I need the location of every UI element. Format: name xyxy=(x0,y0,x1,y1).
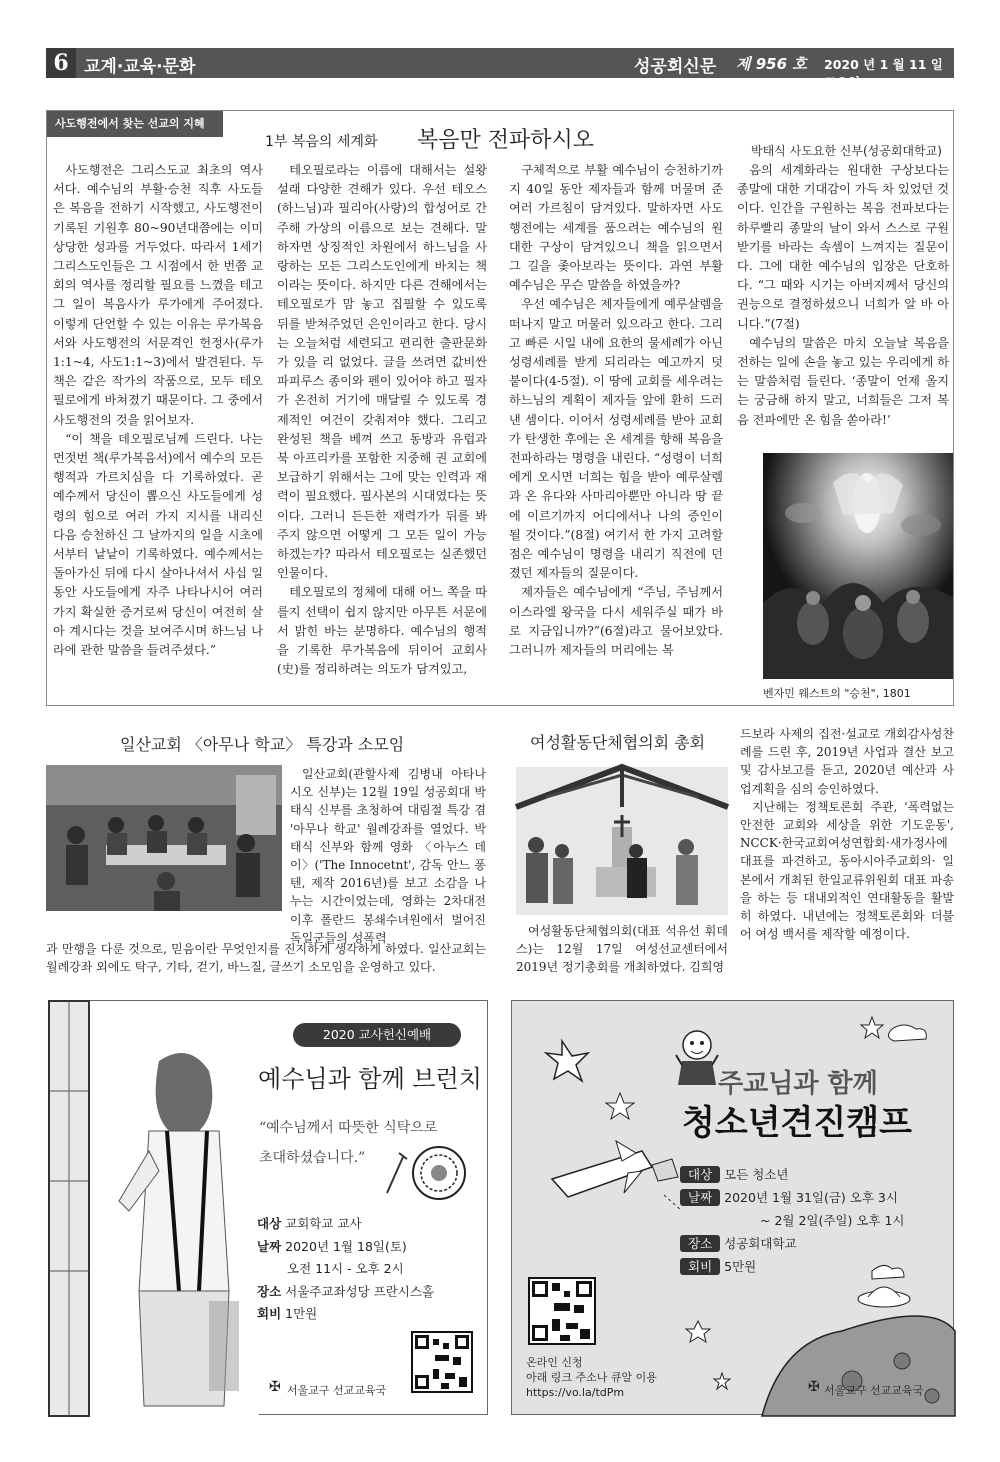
ad1-title: 예수님과 함께 브런치 xyxy=(258,1065,482,1093)
row-label: 회비 xyxy=(680,1258,720,1275)
article-column-4 xyxy=(737,161,949,451)
painting-caption: 벤자민 웨스트의 "승천", 1801 xyxy=(763,687,911,700)
cross-seal-icon: ✠ xyxy=(269,1379,281,1395)
issue-date: 2020 년 1 월 11 일 토요일 xyxy=(824,57,943,90)
ad1-quote-line2: 초대하셨습니다.” xyxy=(259,1150,366,1166)
paragraph: “이 책을 데오필로님께 드린다. 나는 먼젓번 책(루가복음서)에서 예수의 모든 행적과 가르치심을 다 기록하였다. 곧 예수께서 당신이 뽑으신 사도들에게 성령의 힘으로 여러 가지 지시를 내리신 다음 승천하신 그 날까지의 일을 시초에서부터 낱낱이 기록하였다. 예수께서는 돌아가신 뒤에 다시 살아나셔서 사십 일 동안 사도들에게 자주 나타나시어 여러 가지 확실한 증거로써 당신이 여전히 살아 계시다는 것을 보여주시며 하느님 나라에 관한 말씀을 들려주셨다.” xyxy=(53,431,263,658)
news2-body-right xyxy=(740,725,954,981)
ad2-line1: 주교님과 함께 xyxy=(718,1069,878,1099)
bishop-caricature-icon xyxy=(672,1025,722,1085)
row-value: 서울주교좌성당 프란시스홀 xyxy=(285,1283,435,1299)
ad1-quote-line1: “예수님께서 따뜻한 식탁으로 xyxy=(259,1120,438,1136)
plate-and-fork-icon xyxy=(381,1143,471,1207)
ad1-row xyxy=(257,1258,434,1281)
row-value: 1만원 xyxy=(285,1306,318,1321)
signup-desc: 아래 링크 주소나 큐알 이용 xyxy=(526,1371,657,1384)
ad2-row xyxy=(680,1163,905,1186)
ad1-row xyxy=(257,1303,434,1326)
row-label: 장소 xyxy=(257,1283,282,1299)
row-label: 대상 xyxy=(257,1216,282,1231)
main-article xyxy=(46,110,954,706)
row-value: 성공회대학교 xyxy=(724,1236,797,1251)
row-value: 2020년 1월 31일(금) 오후 3시 xyxy=(724,1190,898,1205)
window-figure-illustration xyxy=(49,1001,259,1416)
row-label: 대상 xyxy=(680,1166,720,1183)
row-label: 장소 xyxy=(680,1235,720,1252)
row-value: 오전 11시 - 오후 2시 xyxy=(287,1261,404,1276)
series-label: 사도행전에서 찾는 선교의 지혜 xyxy=(47,111,223,137)
ad2-signup xyxy=(526,1355,657,1400)
paragraph: 우선 예수님은 제자들에게 예루살렘을 떠나지 말고 머물러 있으라고 한다. 그리고 빠른 시일 내에 요한의 물세례가 아닌 성령세례를 받게 되리라는 예고까지 덧붙이다(4-5절). 이 땅에 교회를 세우려는 하느님의 계획이 제자들 앞에 환히 드러낸 셈이다. 이어서 성령세례를 받아 교회가 탄생한 후에는 온 세계를 향해 복음을 전파하라는 명령을 내린다. “성령이 너희에게 오시면 너희는 힘을 받아 예루살렘과 온 유다와 사마리아뿐만 아니라 땅 끝에 이르기까지 어디에서나 나의 증인이 될 것이다.”(8절) 여기서 한 가지 고려할 점은 예수님이 명령을 내리기 직전에 던졌던 제자들의 질문이다. xyxy=(509,297,723,581)
row-label: 날짜 xyxy=(257,1238,282,1254)
news1-body-right xyxy=(290,765,486,945)
brunch-ad xyxy=(48,1000,488,1415)
issue-number: 제 956 호 xyxy=(736,55,807,73)
ad1-details xyxy=(257,1213,434,1326)
cross-seal-icon: ✠ xyxy=(808,1379,820,1395)
section-title: 교계·교육·문화 xyxy=(84,57,196,77)
ad1-qr-code[interactable] xyxy=(411,1331,473,1393)
article-column-2 xyxy=(277,161,487,701)
paragraph: 테오필로의 정체에 대해 어느 쪽을 따를지 선택이 쉽지 않지만 아무튼 서문에서 밝힌 바는 분명하다. 예수님의 행적을 기록한 루가복음에 뒤이어 교회사(史)를 정리하려는 의도가 담겨있고, xyxy=(277,585,487,677)
article-title: 복음만 전파하시오 xyxy=(417,128,595,153)
row-value: 5만원 xyxy=(724,1259,757,1274)
signup-link[interactable]: https://vo.la/tdPm xyxy=(526,1386,625,1399)
ad1-badge: 2020 교사헌신예배 xyxy=(293,1023,461,1047)
paragraph: 드보라 사제의 집전·설교로 개회감사성찬례를 드린 후, 2019년 사업과 결산 보고 및 감사보고를 듣고, 2020년 예산과 사업계획을 심의 승인하였다. xyxy=(740,727,954,796)
article-column-3 xyxy=(509,161,723,701)
ad2-details xyxy=(680,1163,905,1278)
paragraph: 제자들은 예수님에게 “주님, 주님께서 이스라엘 왕국을 다시 세워주실 때가 바로 지금입니까?”(6절)라고 물어보았다. 그러니까 제자들의 머리에는 복 xyxy=(509,585,723,658)
ad2-line2: 청소년견진캠프 xyxy=(682,1103,912,1143)
news1-body-bottom: 과 만행을 다룬 것으로, 믿음이란 무엇인지를 진지하게 생각하게 하였다. 일산교회는 월례강좌 외에도 탁구, 기타, 걷기, 바느질, 글쓰기 소모임을 운영하고 있다. xyxy=(46,942,486,975)
news2-body-left xyxy=(516,922,728,978)
article-author: 박태식 사도요한 신부(성공회대학교) xyxy=(751,144,942,158)
news2-title: 여성활동단체협의회 총회 xyxy=(530,733,706,752)
ad1-org: 서울교구 선교교육국 xyxy=(287,1384,387,1397)
ad1-row xyxy=(257,1213,434,1236)
article-subtitle: 1부 복음의 세계화 xyxy=(265,134,378,150)
row-value: 교회학교 교사 xyxy=(285,1216,362,1231)
paragraph: 사도행전은 그리스도교 최초의 역사서다. 예수님의 부활·승천 직후 사도들은 복음을 전하기 시작했고, 사도행전이 기록된 기원후 80~90년대쯤에는 이미 상당한 성과를 거두었다. 따라서 1세기 그리스도인들은 그 시점에서 한 번쯤 교회의 역사를 정리할 필요를 느꼈을 테고 그 일이 복음사가 루가에게 주어졌다. 이렇게 단언할 수 있는 이유는 루가복음서와 사도행전의 서문격인 헌정사(루가1:1~4, 사도1:1~3)에서 발견된다. 두 책은 같은 작가의 작품으로, 모두 테오필로에게 바쳐졌기 때문이다. 그 중에서 사도행전의 것을 읽어보자. xyxy=(53,163,263,427)
paragraph: 지난해는 정책토론회 주관, '폭력없는 안전한 교회와 세상을 위한 기도운동', NCCK·한국교회여성연합회·새가정사에 대표를 파견하고, 동아시아주교회의· 일본에서 개최된 한일교류위원회 대표 파송을 하는 등 대내외적인 연대활동을 활발히 하였다. 내년에는 정책토론회와 더불어 여성 백서를 제작할 예정이다. xyxy=(740,799,954,942)
youth-camp-ad xyxy=(511,1000,954,1415)
ad1-row xyxy=(257,1281,434,1304)
paragraph: 구체적으로 부활 예수님이 승천하기까지 40일 동안 제자들과 함께 머물며 준 여러 가르침이 담겨있다. 말하자면 사도행전에는 세계를 품으려는 예수님의 원대한 구상이 담겨있으니 책을 읽으면서 그 길을 좇아보라는 뜻이다. 과연 부활 예수님은 무슨 말씀을 하였을까? xyxy=(509,163,723,293)
paragraph: 일산교회(관할사제 김병내 아타나시오 신부)는 12월 19일 성공회대 박태식 신부를 초청하여 대림절 특강 겸 '아무나 학교' 월례강좌를 열었다. 박태식 신부와 함께 영화 〈아누스 데이〉('The Innocetnt', 감독 안느 퐁텐, 제작 2016년)를 보고 소감을 나누는 시간이었는데, 영화는 2차대전 이후 폴란드 봉쇄수녀원에서 벌어진 독일군들의 성폭력 xyxy=(290,767,486,945)
paragraph: 예수님의 말씀은 마치 오늘날 복음을 전하는 일에 손을 놓고 있는 우리에게 하는 말씀처럼 들린다. ‘종말이 언제 올지는 궁금해 하지 말고, 너희들은 그저 복음 전파에만 온 힘을 쏟아라!’ xyxy=(737,335,949,427)
news1-title: 일산교회 〈아무나 학교〉 특강과 소모임 xyxy=(120,735,405,754)
paragraph: 테오필로라는 이름에 대해서는 설왕설래 다양한 견해가 있다. 우선 테오스(하느님)과 필리아(사랑)의 합성어로 간주해 가상의 이름으로 보는 견해다. 말하자면 상징적인 차원에서 하느님을 사랑하는 모든 그리스도인에게 바치는 책이라는 뜻이다. 하지만 다른 견해에서는 테오필로가 맘 놓고 집필할 수 있도록 뒤를 받쳐주었던 은인이라고 한다. 당시는 오늘처럼 세련되고 편리한 출판문화가 있을 리 없었다. 글을 쓰려면 값비싼 파피루스 종이와 펜이 있어야 하고 필자가 온전히 거기에 매달릴 수 있도록 경제적인 여건이 갖춰져야 했다. 그리고 완성된 책을 베껴 쓰고 동방과 유럽과 북 아프리카를 포함한 지중해 권 교회에 보급하기 위해서는 그에 맞는 인력과 재력이 필요했다. 필사본의 시대였다는 뜻이다. 그러니 든든한 재력가가 뒤를 봐주지 않으면 어떻게 그 모든 일이 가능하겠는가? 따라서 테오필로는 실존했던 인물이다. xyxy=(277,163,487,581)
paragraph: 음의 세계화라는 원대한 구상보다는 종말에 대한 기대감이 가득 차 있었던 것이다. 인간을 구원하는 복음 전파보다는 하루빨리 종말의 날이 와서 스스로 구원받기를 바라는 속셈이 느껴지는 질문이다. 그에 대한 예수님의 입장은 단호하다. “그 때와 시기는 아버지께서 당신의 권능으로 결정하셨으니 너희가 알 바 아니다.”(7절) xyxy=(737,163,949,331)
signup-title: 온라인 신청 xyxy=(526,1356,583,1369)
ad2-org: 서울교구 선교교육국 xyxy=(824,1384,924,1397)
ascension-painting xyxy=(763,453,953,679)
ad2-row xyxy=(680,1255,905,1278)
ad2-row xyxy=(680,1209,905,1232)
article-column-1 xyxy=(53,161,263,701)
ad1-row xyxy=(257,1236,434,1259)
row-label: 회비 xyxy=(257,1306,282,1321)
ad2-row xyxy=(680,1186,905,1209)
row-value: 2020년 1월 18일(토) xyxy=(285,1238,407,1254)
ad2-qr-code[interactable] xyxy=(528,1277,596,1345)
page-number: 6 xyxy=(46,48,76,78)
row-label: 날짜 xyxy=(680,1189,720,1206)
ilsan-church-photo xyxy=(46,765,282,911)
ad2-row xyxy=(680,1232,905,1255)
paragraph: 여성활동단체협의회(대표 석유선 휘데스)는 12월 17일 여성선교센터에서 2019년 정기총회를 개최하였다. 김희영 xyxy=(516,924,728,975)
womens-council-photo xyxy=(516,767,728,915)
row-value: ~ 2월 2일(주일) 오후 1시 xyxy=(760,1213,905,1228)
page-header xyxy=(46,48,954,90)
paper-name: 성공회신문 xyxy=(634,57,717,77)
row-value: 모든 청소년 xyxy=(724,1167,789,1182)
